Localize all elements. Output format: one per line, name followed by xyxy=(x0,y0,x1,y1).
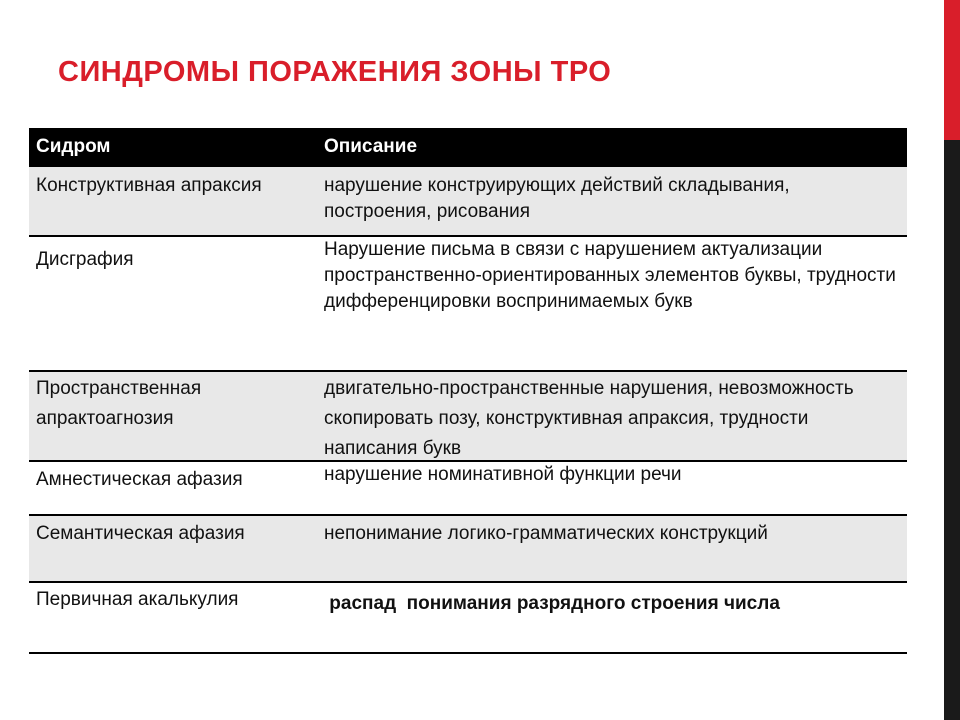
table-row xyxy=(29,372,907,462)
description-cell: нарушение конструирующих действий складывания, построения, рисования xyxy=(324,175,790,222)
syndrome-cell: Семантическая афазия xyxy=(36,523,245,544)
description-cell: Нарушение письма в связи с нарушением актуализации пространственно-ориентированных элементов буквы, трудности дифференцировки воспринимаемых букв xyxy=(324,239,896,312)
syndrome-cell: Амнестическая афазия xyxy=(36,469,243,490)
syndrome-cell: Пространственная апрактоагнозия xyxy=(36,378,202,429)
syndrome-cell: Дисграфия xyxy=(36,249,134,270)
table-row xyxy=(29,516,907,583)
table-row xyxy=(29,167,907,237)
slide-title: СИНДРОМЫ ПОРАЖЕНИЯ ЗОНЫ ТРО xyxy=(58,56,612,88)
description-cell: непонимание логико-грамматических конструкций xyxy=(324,523,768,544)
syndrome-cell: Первичная акалькулия xyxy=(36,589,239,610)
table-header-row xyxy=(29,128,907,167)
header-description: Описание xyxy=(324,136,418,157)
table-row xyxy=(29,237,907,372)
description-cell: двигательно-пространственные нарушения, невозможность скопировать позу, конструктивная апраксия, трудности написания букв xyxy=(324,378,854,459)
description-cell: распад понимания разрядного строения числа xyxy=(324,593,780,614)
header-syndrome: Сидром xyxy=(36,136,111,157)
table-row xyxy=(29,583,907,654)
table-row xyxy=(29,462,907,516)
description-cell: нарушение номинативной функции речи xyxy=(324,464,682,485)
syndrome-cell: Конструктивная апраксия xyxy=(36,175,262,196)
side-accent-bar-red xyxy=(944,0,960,140)
